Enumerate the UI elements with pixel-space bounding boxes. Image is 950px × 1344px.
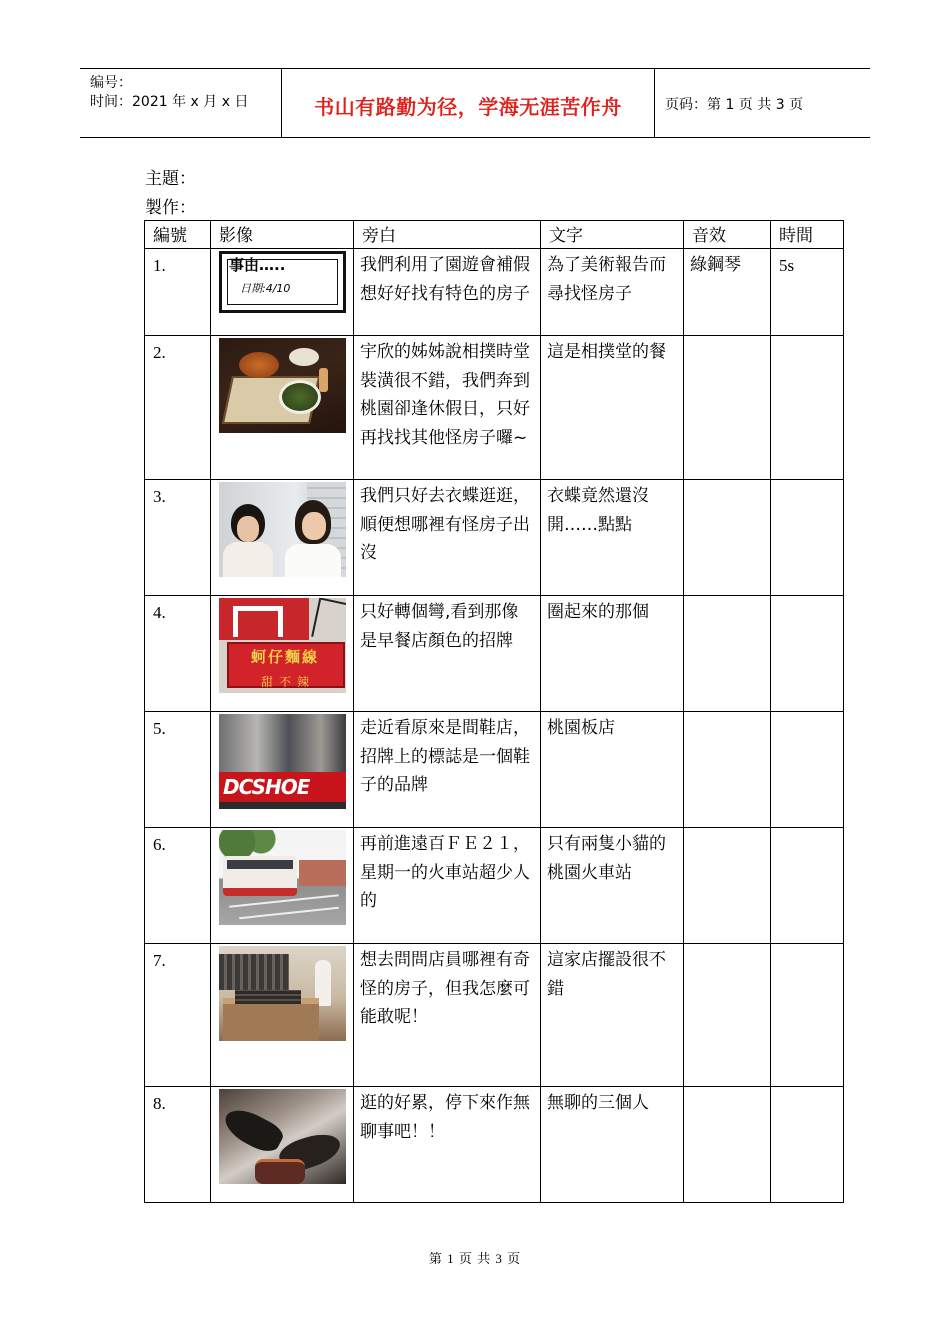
caption-cell: 桃園板店 — [541, 712, 684, 828]
resting-photo — [219, 1089, 346, 1184]
time-cell — [771, 336, 844, 480]
people-photo — [219, 482, 346, 577]
card-title: 事由….. — [229, 256, 286, 274]
time-cell — [771, 1087, 844, 1203]
header-page-cell — [655, 69, 870, 137]
narration-cell: 逛的好累，停下來作無聊事吧！！ — [354, 1087, 541, 1203]
narration-cell: 想去問問店員哪裡有奇怪的房子，但我怎麼可能敢呢！ — [354, 944, 541, 1087]
row-number: 8. — [145, 1087, 211, 1203]
table-row — [145, 828, 844, 944]
col-header-number: 編號 — [145, 221, 211, 249]
document-header — [80, 68, 870, 138]
sound-cell: 綠鋼琴 — [684, 249, 771, 336]
col-header-caption: 文字 — [541, 221, 684, 249]
sound-cell — [684, 712, 771, 828]
header-info-cell — [80, 69, 282, 137]
sound-cell — [684, 480, 771, 596]
sound-cell — [684, 336, 771, 480]
page-footer: 第 1 页 共 3 页 — [428, 1251, 522, 1266]
caption-cell: 這是相撲堂的餐 — [541, 336, 684, 480]
sound-cell — [684, 944, 771, 1087]
caption-cell: 這家店擺設很不錯 — [541, 944, 684, 1087]
time-cell — [771, 944, 844, 1087]
narration-cell: 走近看原來是間鞋店，招牌上的標誌是一個鞋子的品牌 — [354, 712, 541, 828]
producer-label: 製作： — [145, 198, 196, 218]
table-row — [145, 336, 844, 480]
caption-cell: 衣蝶竟然還沒開……點點 — [541, 480, 684, 596]
time-cell — [771, 480, 844, 596]
theme-label: 主題： — [145, 169, 196, 189]
col-header-sound: 音效 — [684, 221, 771, 249]
time-cell — [771, 712, 844, 828]
shoe-shop-photo — [219, 714, 346, 809]
shop-sign-text: DCSHOE — [223, 775, 310, 799]
storyboard-table — [144, 220, 844, 1203]
header-motto-cell — [282, 69, 655, 137]
col-header-narration: 旁白 — [354, 221, 541, 249]
row-number: 3. — [145, 480, 211, 596]
narration-cell: 我們只好去衣蝶逛逛，順便想哪裡有怪房子出沒 — [354, 480, 541, 596]
narration-cell: 再前進遠百ＦＥ２１，星期一的火車站超少人的 — [354, 828, 541, 944]
caption-cell: 圈起來的那個 — [541, 596, 684, 712]
food-photo — [219, 338, 346, 433]
table-row — [145, 1087, 844, 1203]
table-row — [145, 596, 844, 712]
table-row — [145, 249, 844, 336]
row-number: 6. — [145, 828, 211, 944]
caption-cell: 無聊的三個人 — [541, 1087, 684, 1203]
table-row — [145, 944, 844, 1087]
narration-cell: 宇欣的姊姊說相撲時堂裝潢很不錯，我們奔到桃園卻逢休假日，只好再找找其他怪房子囉~ — [354, 336, 541, 480]
page-label: 页码：第 1 页 共 3 页 — [665, 97, 804, 113]
card-date: 日期:4/10 — [240, 282, 291, 295]
time-cell — [771, 596, 844, 712]
row-number: 7. — [145, 944, 211, 1087]
narration-cell: 我們利用了園遊會補假想好好找有特色的房子 — [354, 249, 541, 336]
sign-text: 蚵仔麵線 — [251, 648, 320, 666]
row-number: 5. — [145, 712, 211, 828]
sign-subtext: 甜不辣 — [261, 675, 316, 689]
time-label: 时间：2021 年 x 月 x 日 — [90, 94, 249, 110]
time-cell: 5s — [771, 249, 844, 336]
table-header-row — [145, 221, 844, 249]
row-number: 2. — [145, 336, 211, 480]
col-header-image: 影像 — [211, 221, 354, 249]
table-row — [145, 480, 844, 596]
time-cell — [771, 828, 844, 944]
sound-cell — [684, 596, 771, 712]
caption-cell: 只有兩隻小貓的桃園火車站 — [541, 828, 684, 944]
motto-text: 书山有路勤为径，学海无涯苦作舟 — [314, 95, 622, 119]
row-number: 1. — [145, 249, 211, 336]
title-card-image — [219, 251, 346, 313]
number-label: 编号： — [90, 75, 132, 91]
sign-photo — [219, 598, 346, 693]
store-photo — [219, 946, 346, 1041]
train-station-photo — [219, 830, 346, 925]
row-number: 4. — [145, 596, 211, 712]
caption-cell: 為了美術報告而尋找怪房子 — [541, 249, 684, 336]
table-row — [145, 712, 844, 828]
sound-cell — [684, 1087, 771, 1203]
sound-cell — [684, 828, 771, 944]
col-header-time: 時間 — [771, 221, 844, 249]
narration-cell: 只好轉個彎,看到那像是早餐店顏色的招牌 — [354, 596, 541, 712]
